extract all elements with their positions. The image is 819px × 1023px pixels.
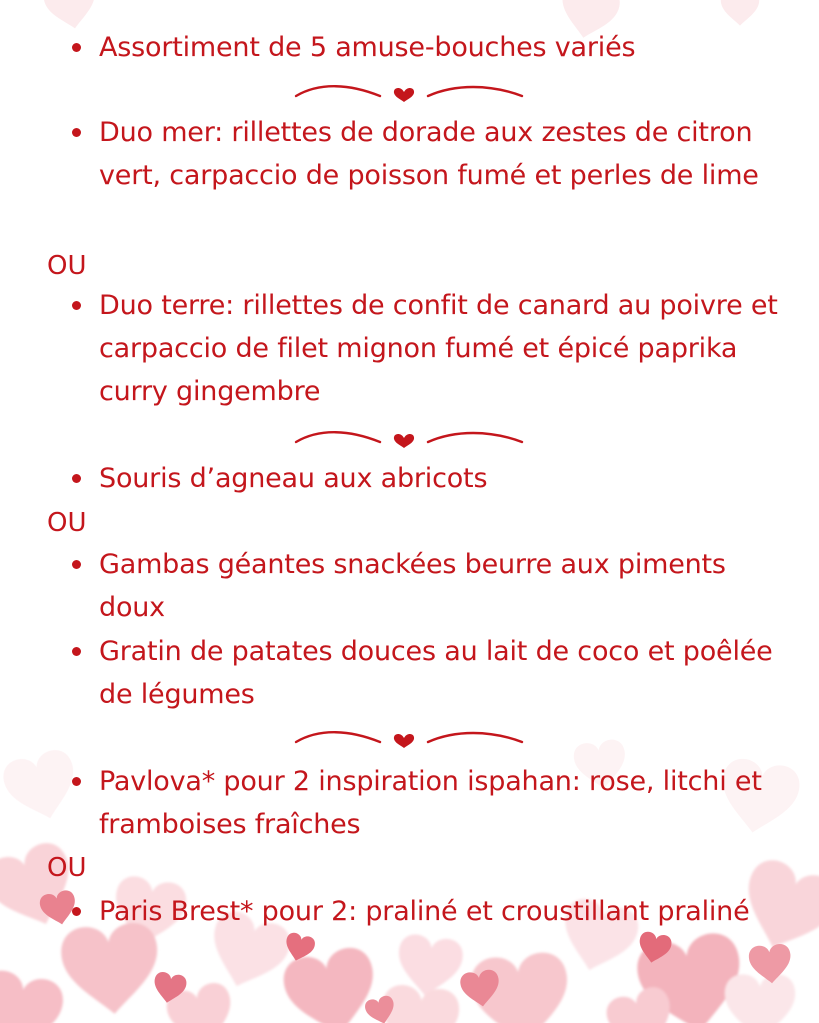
bullet-icon: [72, 128, 81, 137]
or-separator: OU: [47, 853, 87, 883]
heart-flourish-divider-icon: [290, 424, 530, 454]
amuse-bouche-item: Assortiment de 5 amuse-bouches variés: [99, 32, 636, 63]
entree-duo-mer: Duo mer: rillettes de dorade aux zestes de citron vert, carpaccio de poisson fumé et perles de lime: [99, 117, 759, 191]
heart-flourish-divider-icon: [290, 724, 530, 754]
bullet-icon: [72, 907, 81, 916]
or-separator: OU: [47, 508, 87, 538]
plat-gambas: Gambas géantes snackées beurre aux piments doux: [99, 549, 726, 623]
dessert-pavlova: Pavlova* pour 2 inspiration ispahan: rose, litchi et framboises fraîches: [99, 766, 762, 840]
list-item: [99, 26, 789, 69]
list-item: [99, 111, 789, 197]
or-separator: OU: [47, 251, 87, 281]
bullet-icon: [72, 43, 81, 52]
list-item: [99, 890, 789, 933]
bullet-icon: [72, 560, 81, 569]
bullet-icon: [72, 777, 81, 786]
bullet-icon: [72, 647, 81, 656]
list-item: [99, 630, 789, 716]
list-item: [99, 284, 789, 413]
entree-duo-terre: Duo terre: rillettes de confit de canard au poivre et carpaccio de filet mignon fumé et épicé paprika curry gingembre: [99, 290, 778, 407]
plat-gratin: Gratin de patates douces au lait de coco et poêlée de légumes: [99, 636, 773, 710]
dessert-paris-brest: Paris Brest* pour 2: praliné et croustillant praliné: [99, 896, 750, 927]
bullet-icon: [72, 474, 81, 483]
list-item: [99, 760, 789, 846]
plat-souris-agneau: Souris d’agneau aux abricots: [99, 463, 488, 494]
bullet-icon: [72, 301, 81, 310]
heart-flourish-divider-icon: [290, 78, 530, 108]
list-item: [99, 543, 789, 629]
list-item: [99, 457, 789, 500]
